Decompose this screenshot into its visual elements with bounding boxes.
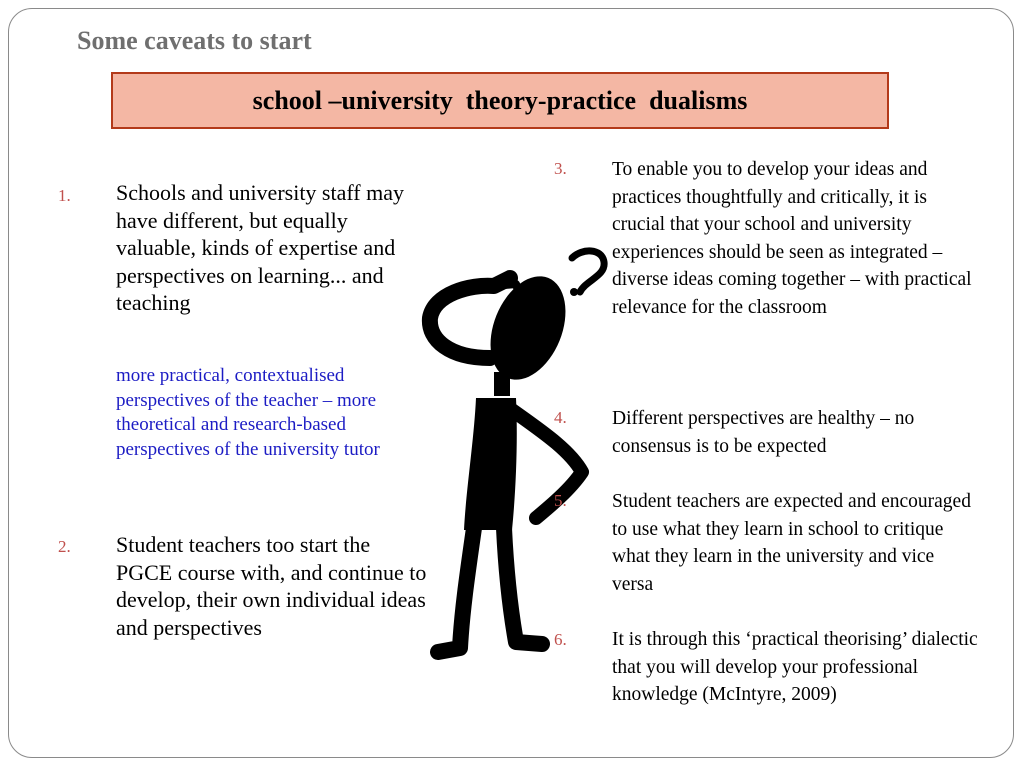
slide-title: Some caveats to start <box>77 26 312 55</box>
point-text: Student teachers too start the PGCE course with, and continue to develop, their own individual ideas and perspectives <box>116 532 427 640</box>
subpoint-text: more practical, contextualised perspectives of the teacher – more theoretical and research-based perspectives of the university tutor <box>116 365 380 460</box>
point-text: To enable you to develop your ideas and practices thoughtfully and critically, it is crucial that your school and university experiences should be seen as integrated – diverse ideas coming together – with practical relevance for the classroom <box>612 159 972 318</box>
point-text: It is through this ‘practical theorising’ dialectic that you will develop your professional knowledge (McIntyre, 2009) <box>612 629 978 705</box>
point-number: 6. <box>554 630 567 649</box>
point-text: Different perspectives are healthy – no consensus is to be expected <box>612 408 915 457</box>
point-text: Schools and university staff may have different, but equally valuable, kinds of expertise and perspectives on learning... and teaching <box>116 180 404 315</box>
point-number: 4. <box>554 408 567 427</box>
point-number: 1. <box>58 186 71 205</box>
point-number: 5. <box>554 491 567 510</box>
point-number: 2. <box>58 537 71 556</box>
point-number: 3. <box>554 159 567 178</box>
topic-banner <box>111 72 889 129</box>
point-text: Student teachers are expected and encouraged to use what they learn in school to critique what they learn in the university and vice versa <box>612 491 971 595</box>
thinking-figure-icon <box>420 240 620 690</box>
banner-text: school –university theory-practice dualisms <box>252 85 748 115</box>
